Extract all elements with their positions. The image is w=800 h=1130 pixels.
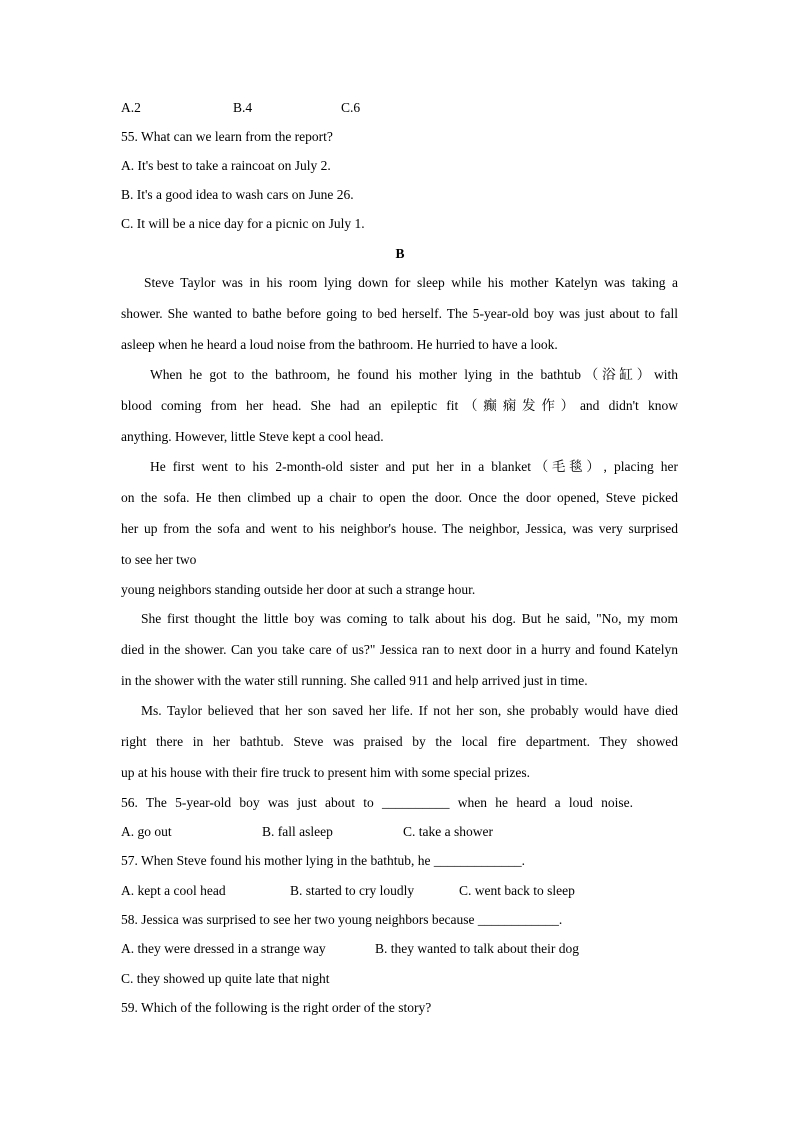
question-55-option-c: C. It will be a nice day for a picnic on July 1. [121, 216, 365, 231]
question-56-option-a: A. go out [121, 824, 172, 839]
question-55: 55. What can we learn from the report? [121, 129, 333, 144]
question-56-option-b: B. fall asleep [262, 824, 333, 839]
passage-line: to see her two [121, 552, 197, 567]
passage-line: Steve Taylor was in his room lying down for sleep while his mother Katelyn was taking a [144, 275, 678, 290]
question-57-option-a: A. kept a cool head [121, 883, 226, 898]
question-58-option-b: B. they wanted to talk about their dog [375, 941, 579, 956]
question-58: 58. Jessica was surprised to see her two young neighbors because ____________. [121, 912, 563, 927]
question-57-option-c: C. went back to sleep [459, 883, 575, 898]
question-57: 57. When Steve found his mother lying in the bathtub, he _____________. [121, 853, 525, 868]
passage-line: on the sofa. He then climbed up a chair to open the door. Once the door opened, Steve picked [121, 490, 678, 505]
passage-line: right there in her bathtub. Steve was praised by the local fire department. They showed [121, 734, 678, 749]
question-58-option-a: A. they were dressed in a strange way [121, 941, 326, 956]
passage-line: He first went to his 2-month-old sister and put her in a blanket（毛毯）, placing her [150, 459, 678, 474]
passage-line: Ms. Taylor believed that her son saved her life. If not her son, she probably would have died [141, 703, 678, 718]
option-b: B.4 [233, 100, 253, 115]
option-c: C.6 [341, 100, 361, 115]
question-55-option-a: A. It's best to take a raincoat on July 2. [121, 158, 331, 173]
passage-line: in the shower with the water still running. She called 911 and help arrived just in time. [121, 673, 588, 688]
question-58-option-c: C. they showed up quite late that night [121, 971, 330, 986]
question-56: 56. The 5-year-old boy was just about to __________ when he heard a loud noise. [121, 795, 633, 810]
section-title: B [395, 246, 405, 261]
passage-line: died in the shower. Can you take care of us?" Jessica ran to next door in a hurry and found Katelyn [121, 642, 678, 657]
passage-line: anything. However, little Steve kept a cool head. [121, 429, 384, 444]
passage-line: young neighbors standing outside her door at such a strange hour. [121, 582, 476, 597]
question-55-option-b: B. It's a good idea to wash cars on June 26. [121, 187, 354, 202]
question-59: 59. Which of the following is the right order of the story? [121, 1000, 432, 1015]
passage-line: asleep when he heard a loud noise from the bathroom. He hurried to have a look. [121, 337, 558, 352]
passage-line: When he got to the bathroom, he found his mother lying in the bathtub（浴缸）with [150, 367, 678, 382]
passage-line: up at his house with their fire truck to present him with some special prizes. [121, 765, 531, 780]
question-56-option-c: C. take a shower [403, 824, 493, 839]
passage-line: blood coming from her head. She had an epileptic fit（癫痫发作）and didn't know [121, 398, 678, 413]
question-57-option-b: B. started to cry loudly [290, 883, 415, 898]
passage-line: her up from the sofa and went to his neighbor's house. The neighbor, Jessica, was very surprised [121, 521, 678, 536]
option-a: A.2 [121, 100, 141, 115]
passage-line: She first thought the little boy was coming to talk about his dog. But he said, "No, my mom [141, 611, 678, 626]
passage-line: shower. She wanted to bathe before going to bed herself. The 5-year-old boy was just about to fall [121, 306, 678, 321]
